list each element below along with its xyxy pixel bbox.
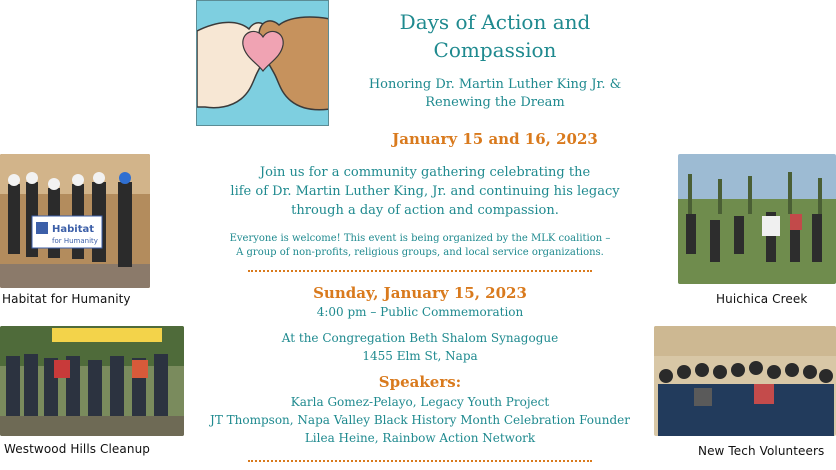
divider-2 (248, 460, 592, 462)
speaker-2: JT Thompson, Napa Valley Black History Month Celebration Founder (210, 413, 630, 427)
welcome-line-1: Everyone is welcome! This event is being organized by the MLK coalition – (229, 233, 611, 244)
habitat-banner-line-2: for Humanity (52, 237, 98, 245)
sunday-heading: Sunday, January 15, 2023 (313, 284, 527, 302)
intro-line-1: Join us for a community gathering celebrating the (259, 165, 591, 180)
habitat-photo (0, 154, 150, 288)
westwood-photo (0, 326, 184, 436)
subtitle-line-2: Renewing the Dream (425, 95, 565, 110)
huichica-photo (678, 154, 836, 284)
speaker-3: Lilea Heine, Rainbow Action Network (304, 431, 536, 445)
venue-line-2: 1455 Elm St, Napa (362, 349, 478, 363)
habitat-banner-line-1: Habitat (52, 224, 95, 235)
newtech-photo (654, 326, 836, 436)
habitat-caption: Habitat for Humanity (2, 292, 131, 306)
speaker-1: Karla Gomez-Pelayo, Legacy Youth Project (290, 395, 550, 409)
huichica-caption: Huichica Creek (716, 292, 808, 306)
divider-1 (248, 270, 592, 272)
subtitle-line-1: Honoring Dr. Martin Luther King Jr. & (368, 77, 622, 92)
speakers-list (180, 393, 660, 447)
intro-line-3: through a day of action and compassion. (291, 203, 559, 218)
venue-line-1: At the Congregation Beth Shalom Synagogue (281, 331, 559, 345)
westwood-caption: Westwood Hills Cleanup (4, 442, 151, 456)
speakers-heading: Speakers: (378, 373, 462, 391)
event-dates: January 15 and 16, 2023 (392, 130, 598, 148)
flyer-title-line-2: Compassion (433, 38, 557, 62)
sunday-time: 4:00 pm – Public Commemoration (316, 305, 524, 319)
intro-line-2: life of Dr. Martin Luther King, Jr. and continuing his legacy (230, 184, 620, 199)
welcome-line-2: A group of non-profits, religious groups, and local service organizations. (236, 247, 604, 258)
flyer-title-line-1: Days of Action and (399, 10, 591, 34)
hands-heart-icon (197, 1, 329, 126)
newtech-caption: New Tech Volunteers (698, 444, 825, 458)
hero-illustration-hands-heart (196, 0, 329, 126)
